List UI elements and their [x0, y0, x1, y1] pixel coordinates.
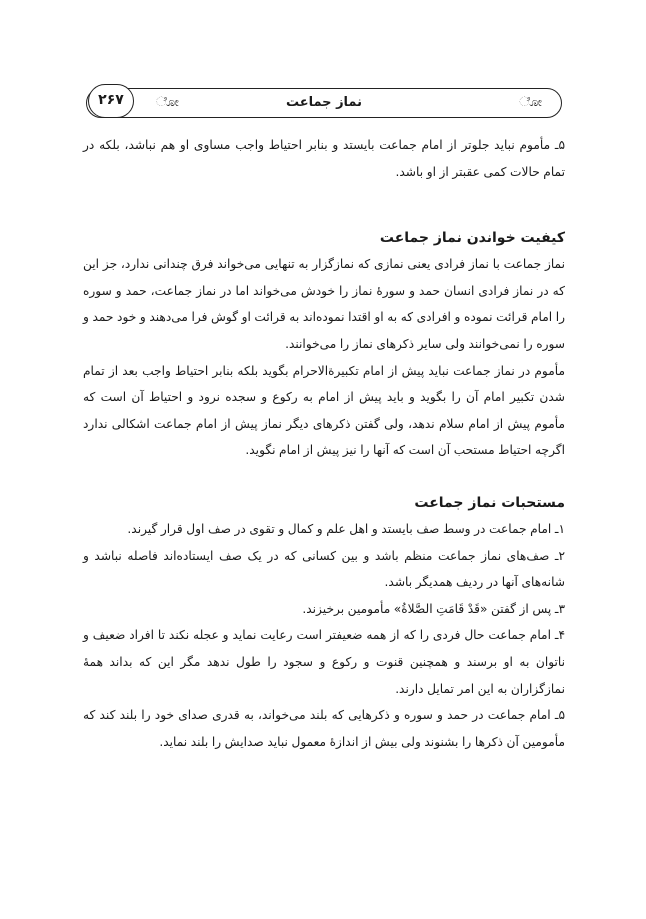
section-heading: کیفیت خواندن نماز جماعت — [379, 230, 565, 247]
paragraph: نماز جماعت با نماز فرادی یعنی نمازی که نمازگزار به تنهایی می‌خواند فرق چندانی ندارد، جز این که در نماز فرادی انسان حمد و سورهٔ نماز را خودش می‌خواند اما در نماز جماعت، حمد و سوره را امام قرائت نموده و افرادی که به او اقتدا نموده‌اند به قرائت او گوش فرا می‌دهند و خود حمد و سوره را نمی‌خوانند ولی سایر ذکرهای نماز را می‌خوانند. — [83, 257, 565, 351]
ornament-right-icon: ೋ — [519, 95, 542, 110]
list-item: ۵ـ امام جماعت در حمد و سوره و ذکرهایی که بلند می‌خواند، به قدری صدای خود را بلند کند که مأمومین آن ذکرها را بشنوند ولی بیش از اندازهٔ معمول نباید صدایش را بلند نماید. — [83, 708, 565, 749]
list-item: ۱ـ امام جماعت در وسط صف بایستد و اهل علم و کمال و تقوی در صف اول قرار گیرند. — [127, 521, 565, 536]
list-item: ۴ـ امام جماعت حال فردی را که از همه ضعیفتر است رعایت نماید و عجله نکند تا افراد ضعیف و ناتوان به او برسند و همچنین قنوت و رکوع و سجود را طول ندهد مگر این که بداند همهٔ نمازگزاران به این امر تمایل دارند. — [83, 628, 565, 696]
ornament-left-icon: ೋ — [156, 95, 179, 110]
list-item: ۳ـ پس از گفتن «قَدْ قَامَتِ الصَّلاةُ» مأمومین برخیزند. — [302, 601, 565, 616]
list-item: ۲ـ صف‌های نماز جماعت منظم باشد و بین کسانی که در یک صف ایستاده‌اند فاصله نباشد و شانه‌های آنها در ردیف همدیگر باشد. — [83, 548, 565, 590]
paragraph: ۵ـ مأموم نباید جلوتر از امام جماعت بایستد و بنابر احتیاط واجب مساوی او هم نباشد، بلکه در تمام حالات کمی عقبتر از او باشد. — [83, 138, 565, 179]
section-heading: مستحبات نماز جماعت — [414, 494, 565, 511]
paragraph: مأموم در نماز جماعت نباید پیش از امام تکبیرة‌الاحرام بگوید بلکه بنابر احتیاط واجب بعد از تمام شدن تکبیر امام آن را بگوید و باید پیش از امام به رکوع و سجده نرود و احتیاط آن است که مأموم پیش از امام سلام ندهد، ولی گفتن ذکرهای دیگر نماز پیش از امام جماعت اشکالی ندارد اگرچه احتیاط مستحب آن است که آنها را نیز پیش از امام نگوید. — [83, 363, 565, 458]
page-number: ۲۶۷ — [88, 84, 134, 118]
page-header — [86, 84, 562, 124]
page-body — [83, 132, 565, 755]
running-title: نماز جماعت — [285, 95, 363, 110]
